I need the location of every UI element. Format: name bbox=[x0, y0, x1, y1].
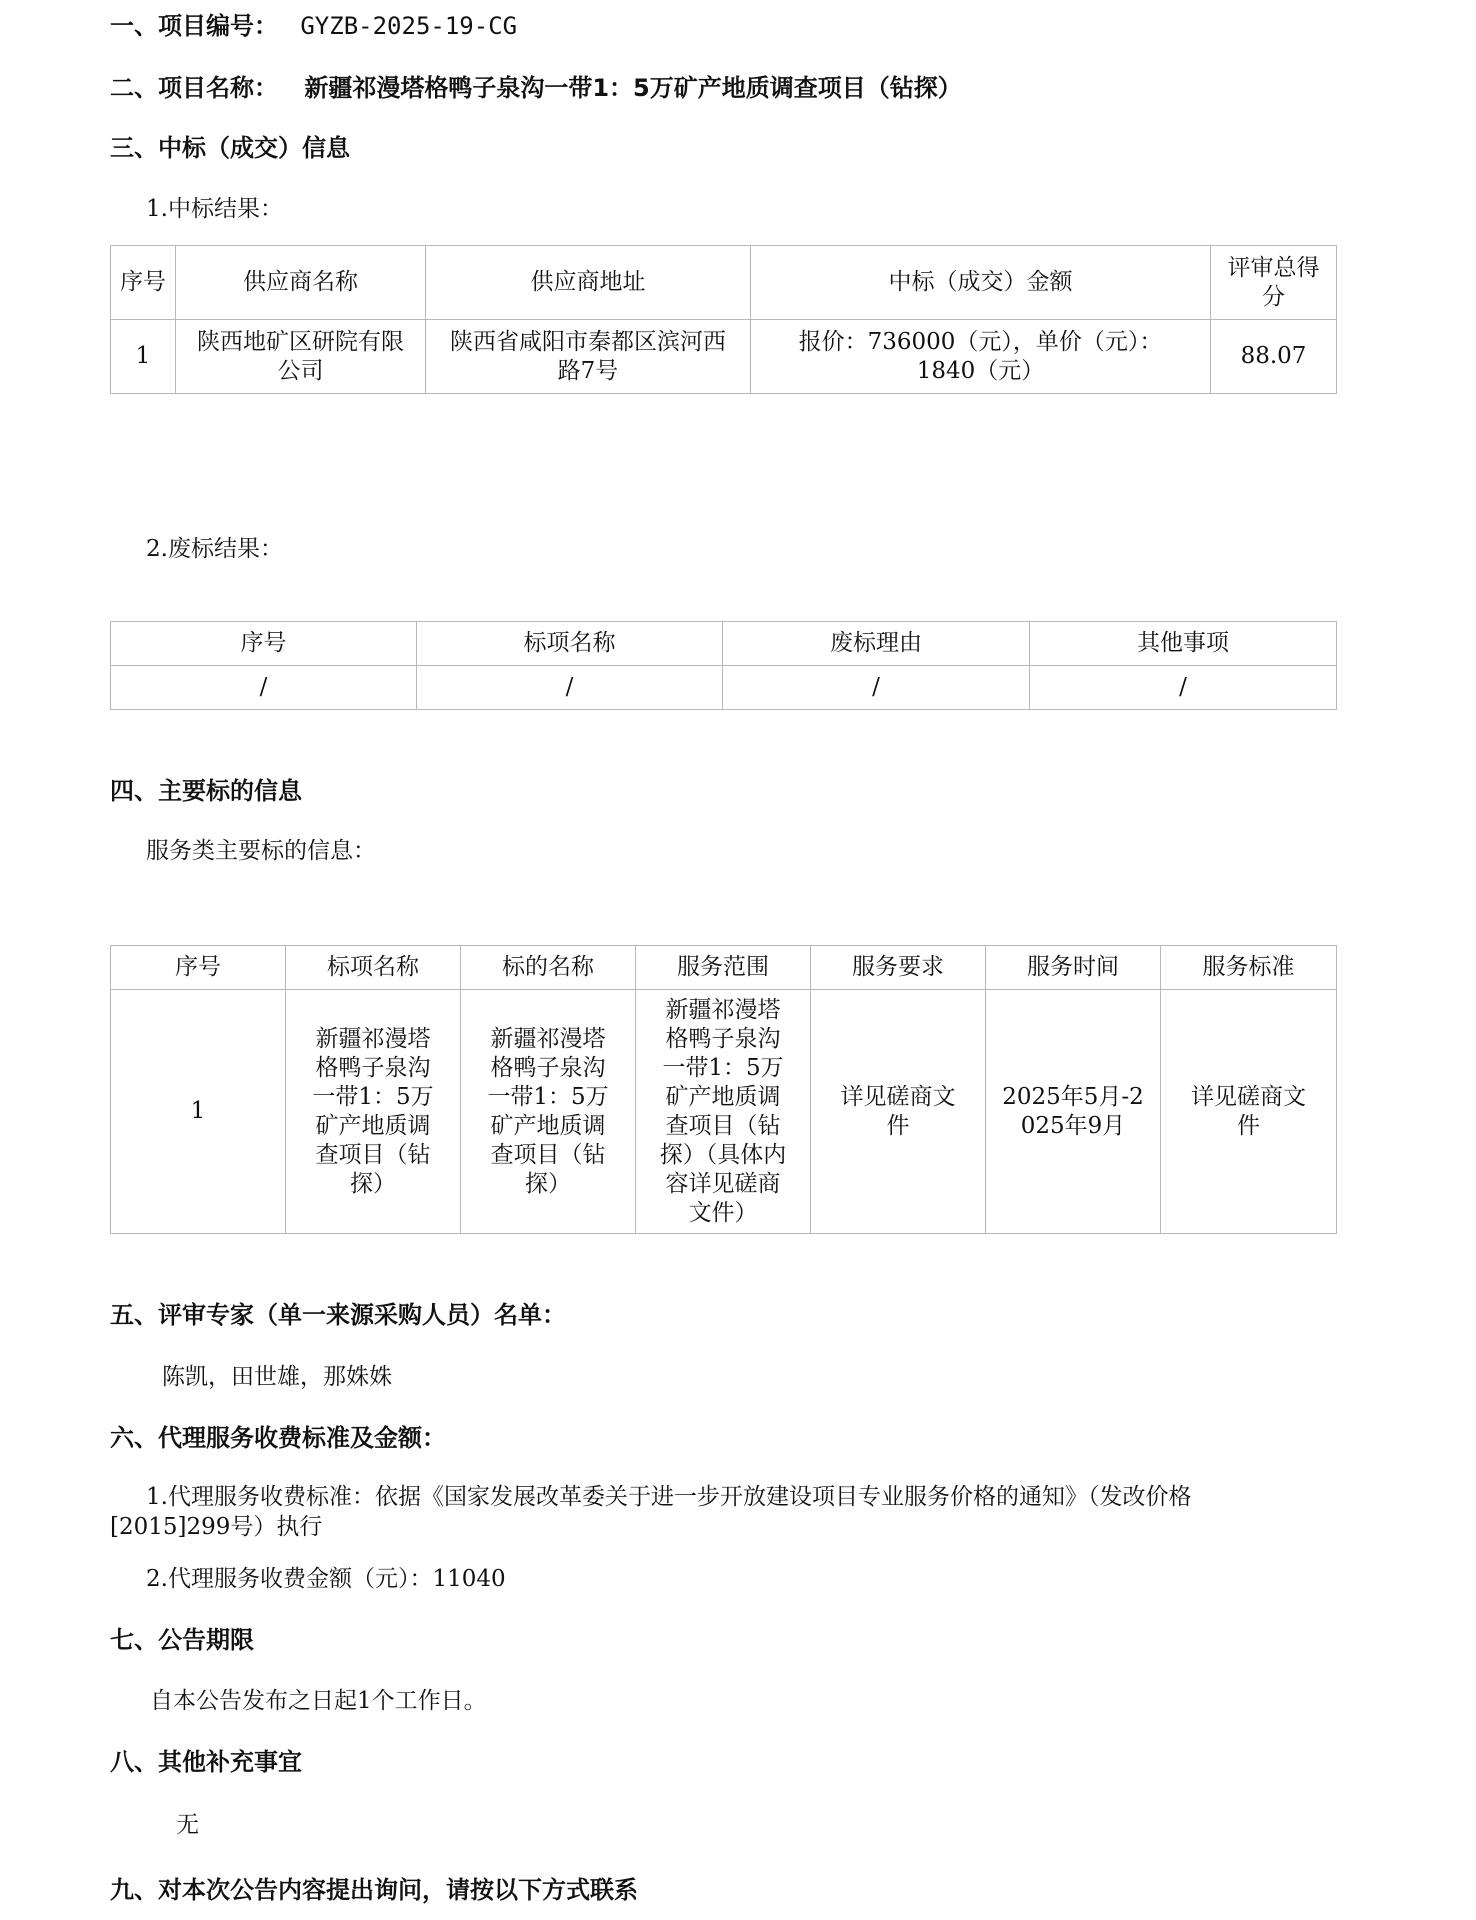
table-cell: 陕西省咸阳市秦都区滨河西路7号 bbox=[426, 320, 751, 394]
header-cell: 标项名称 bbox=[286, 946, 461, 990]
table-header-row bbox=[111, 622, 1337, 666]
table-cell: 新疆祁漫塔格鸭子泉沟一带1：5万矿产地质调查项目（钻探） bbox=[286, 990, 461, 1234]
section-award-info-heading: 三、中标（成交）信息 bbox=[110, 134, 350, 162]
header-cell: 废标理由 bbox=[723, 622, 1030, 666]
table-cell: 88.07 bbox=[1211, 320, 1337, 394]
project-number-value: GYZB-2025-19-CG bbox=[300, 12, 518, 40]
section-main-subject-heading: 四、主要标的信息 bbox=[110, 777, 302, 805]
header-cell: 序号 bbox=[111, 622, 417, 666]
header-cell: 服务要求 bbox=[811, 946, 986, 990]
main-subject-table bbox=[110, 945, 1337, 1234]
table-cell: / bbox=[417, 666, 723, 710]
table-row bbox=[111, 320, 1337, 394]
project-name-value: 新疆祁漫塔格鸭子泉沟一带1：5万矿产地质调查项目（钻探） bbox=[304, 74, 962, 102]
section-inquiry-heading: 九、对本次公告内容提出询问，请按以下方式联系 bbox=[110, 1876, 638, 1904]
table-row bbox=[111, 990, 1337, 1234]
table-header-row bbox=[111, 946, 1337, 990]
header-cell: 服务标准 bbox=[1161, 946, 1337, 990]
table-cell: 1 bbox=[111, 990, 286, 1234]
award-result-subheading: 1.中标结果： bbox=[146, 196, 283, 222]
table-cell: 报价：736000（元），单价（元）：1840（元） bbox=[751, 320, 1211, 394]
table-row bbox=[111, 666, 1337, 710]
award-result-table bbox=[110, 245, 1337, 394]
table-cell: 陕西地矿区研院有限公司 bbox=[176, 320, 426, 394]
header-cell: 供应商地址 bbox=[426, 246, 751, 320]
section-notice-period-heading: 七、公告期限 bbox=[110, 1626, 254, 1654]
header-cell: 序号 bbox=[111, 946, 286, 990]
section-experts-heading: 五、评审专家（单一来源采购人员）名单： bbox=[110, 1301, 566, 1329]
table-cell: 详见磋商文件 bbox=[1161, 990, 1337, 1234]
experts-list: 陈凯，田世雄，那姝姝 bbox=[162, 1364, 392, 1390]
header-cell: 中标（成交）金额 bbox=[751, 246, 1211, 320]
other-matters-text: 无 bbox=[176, 1812, 199, 1838]
header-cell: 评审总得分 bbox=[1211, 246, 1337, 320]
header-cell: 标项名称 bbox=[417, 622, 723, 666]
table-cell: 新疆祁漫塔格鸭子泉沟一带1：5万矿产地质调查项目（钻探） bbox=[461, 990, 636, 1234]
table-cell: 1 bbox=[111, 320, 176, 394]
header-cell: 其他事项 bbox=[1030, 622, 1337, 666]
failed-bid-subheading: 2.废标结果： bbox=[146, 536, 283, 562]
project-name-label: 二、项目名称： bbox=[110, 74, 278, 102]
header-cell: 供应商名称 bbox=[176, 246, 426, 320]
service-subject-subheading: 服务类主要标的信息： bbox=[146, 838, 376, 864]
failed-bid-table bbox=[110, 621, 1337, 710]
section-other-matters-heading: 八、其他补充事宜 bbox=[110, 1748, 302, 1776]
table-cell: 2025年5月-2025年9月 bbox=[986, 990, 1161, 1234]
header-cell: 服务时间 bbox=[986, 946, 1161, 990]
notice-period-text: 自本公告发布之日起1个工作日。 bbox=[150, 1688, 487, 1714]
header-cell: 服务范围 bbox=[636, 946, 811, 990]
fee-standard-line1: 1.代理服务收费标准：依据《国家发展改革委关于进一步开放建设项目专业服务价格的通知》（发改价格 bbox=[146, 1484, 1192, 1510]
header-cell: 标的名称 bbox=[461, 946, 636, 990]
header-cell: 序号 bbox=[111, 246, 176, 320]
project-number-line bbox=[110, 6, 517, 41]
fee-standard-line2: [2015]299号）执行 bbox=[110, 1514, 323, 1540]
table-cell: / bbox=[111, 666, 417, 710]
fee-amount: 2.代理服务收费金额（元）：11040 bbox=[146, 1566, 506, 1592]
project-name-line bbox=[110, 68, 962, 103]
table-cell: 新疆祁漫塔格鸭子泉沟一带1：5万矿产地质调查项目（钻探）（具体内容详见磋商文件） bbox=[636, 990, 811, 1234]
table-cell: / bbox=[723, 666, 1030, 710]
section-agency-fee-heading: 六、代理服务收费标准及金额： bbox=[110, 1424, 446, 1452]
table-header-row bbox=[111, 246, 1337, 320]
project-number-label: 一、项目编号： bbox=[110, 12, 278, 40]
table-cell: 详见磋商文件 bbox=[811, 990, 986, 1234]
table-cell: / bbox=[1030, 666, 1337, 710]
